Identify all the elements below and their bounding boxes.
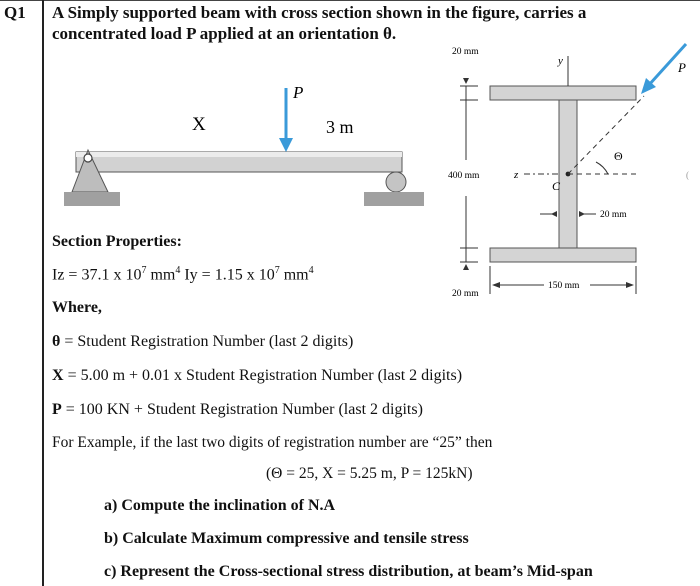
y-axis-label: y — [558, 55, 563, 67]
where-heading: Where, — [52, 299, 102, 316]
ground-left — [64, 192, 120, 206]
top-flange — [490, 86, 636, 100]
top-flange-dim: 20 mm — [452, 47, 479, 57]
question-number: Q1 — [4, 3, 26, 22]
inertia-values: Iz = 37.1 x $10^7$ $mm^4$ Iy = 1.15 x $10^7$ $mm^4$ — [52, 265, 314, 284]
ground-right — [364, 192, 424, 206]
web-thickness-dim: 20 mm — [600, 210, 627, 220]
section-load-label: P — [678, 60, 686, 75]
load-label: P — [293, 83, 304, 102]
z-axis-label: z — [514, 169, 519, 181]
x-label: X — [192, 114, 206, 135]
flange-width-dim: 150 mm — [548, 281, 580, 291]
stray-mark: ( — [686, 170, 689, 180]
example-text: For Example, if the last two digits of registration number are “25” then — [52, 434, 493, 451]
section-properties-heading: Section Properties: — [52, 233, 182, 250]
load-arrow-head — [279, 138, 293, 152]
frame-top-border — [0, 0, 700, 1]
web-height-dim: 400 mm — [448, 171, 480, 181]
task-b: b) Calculate Maximum compressive and tensile stress — [104, 530, 469, 547]
cross-section-figure — [448, 38, 698, 298]
bottom-flange — [490, 248, 636, 262]
bottom-flange-dim: 20 mm — [452, 289, 479, 298]
task-c: c) Represent the Cross-sectional stress distribution, at beam’s Mid-span — [104, 563, 593, 580]
question-text-line2: concentrated load P applied at an orientation θ. — [52, 24, 397, 43]
example-values: (Θ = 25, X = 5.25 m, P = 125kN) — [266, 465, 473, 482]
frame-divider — [42, 0, 44, 586]
span-label: 3 m — [326, 117, 354, 137]
task-a: a) Compute the inclination of N.A — [104, 497, 336, 514]
roller-support — [386, 172, 406, 192]
question-text-line1: A Simply supported beam with cross section shown in the figure, carries a — [52, 3, 587, 22]
angle-label: Θ — [614, 149, 623, 163]
x-definition: X = 5.00 m + 0.01 x Student Registration Number (last 2 digits) — [52, 367, 463, 384]
centroid-label: C — [552, 179, 561, 193]
theta-definition: θ = Student Registration Number (last 2 digits) — [52, 333, 354, 350]
p-definition: P = 100 KN + Student Registration Number (last 2 digits) — [52, 401, 423, 418]
